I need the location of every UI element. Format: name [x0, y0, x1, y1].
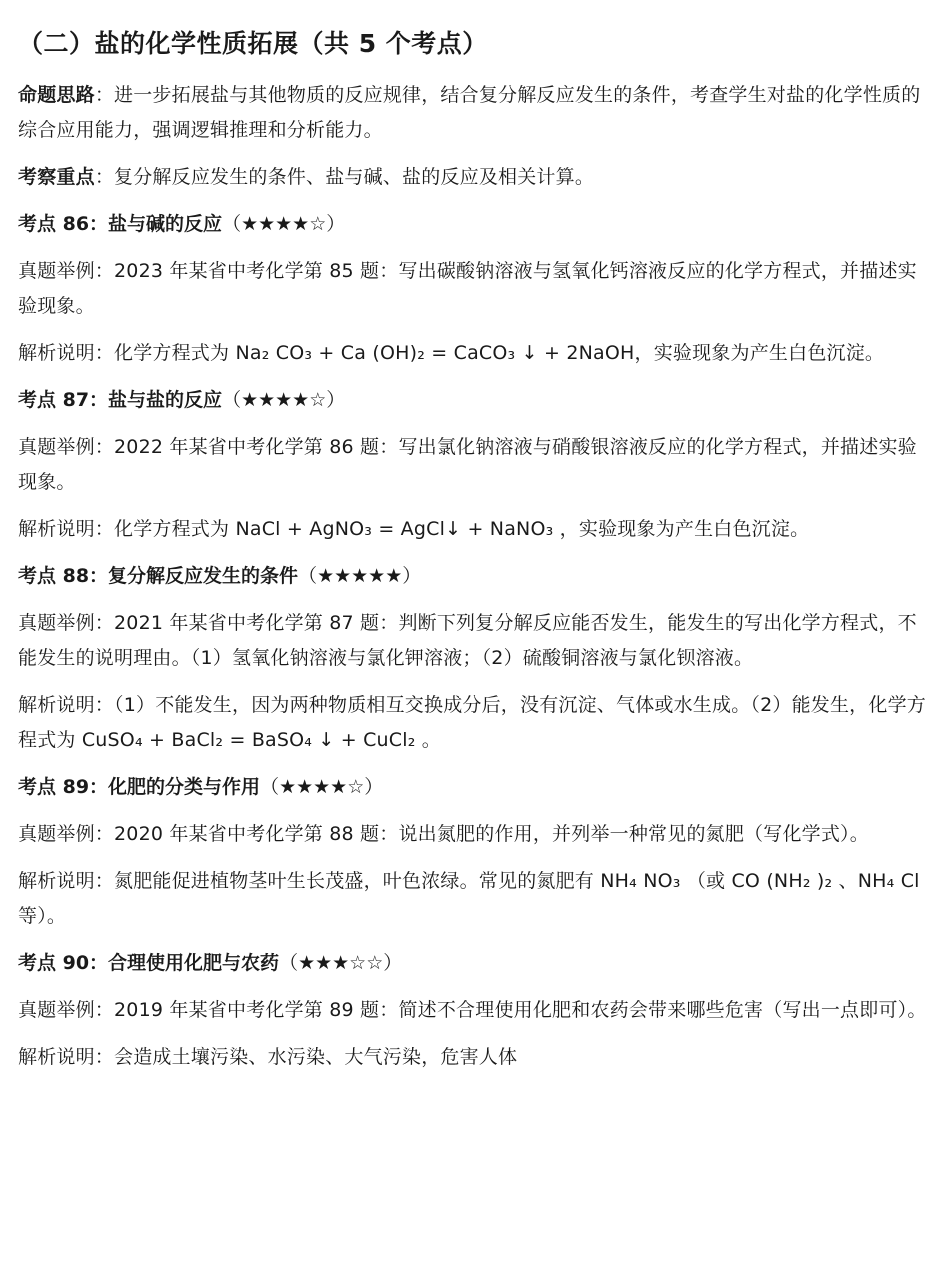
point-analysis: 解析说明：化学方程式为 Na₂ CO₃ + Ca (OH)₂ = CaCO₃ ↓ + 2NaOH，实验现象为产生白色沉淀。 — [18, 342, 885, 364]
point-analysis: 解析说明：（1）不能发生，因为两种物质相互交换成分后，没有沉淀、气体或水生成。（2）能发生，化学方程式为 CuSO₄ + BaCl₂ = BaSO₄ ↓ + CuCl₂ 。 — [18, 694, 926, 751]
point-stars: （★★★★☆） — [260, 776, 384, 798]
point-heading — [18, 946, 930, 981]
bottom-fade-overlay — [565, 1200, 945, 1280]
thinking-label: 命题思路 — [18, 84, 95, 106]
point-example: 真题举例：2021 年某省中考化学第 87 题：判断下列复分解反应能否发生，能发生的写出化学方程式，不能发生的说明理由。（1）氢氧化钠溶液与氯化钾溶液；（2）硫酸铜溶液与氯化钡溶液。 — [18, 612, 917, 669]
section-title: （二）盐的化学性质拓展（共 5 个考点） — [18, 29, 488, 58]
point-heading — [18, 207, 930, 242]
focus-paragraph — [18, 160, 930, 195]
point-title: 考点 88：复分解反应发生的条件 — [18, 565, 299, 587]
point-heading — [18, 383, 930, 418]
point-stars: （★★★★☆） — [222, 213, 346, 235]
point-title: 考点 87：盐与盐的反应 — [18, 389, 223, 411]
point-stars: （★★★★★） — [298, 565, 422, 587]
focus-label: 考察重点 — [18, 166, 95, 188]
point-title: 考点 90：合理使用化肥与农药 — [18, 952, 280, 974]
document-page — [18, 24, 930, 1087]
point-example: 真题举例：2023 年某省中考化学第 85 题：写出碳酸钠溶液与氢氧化钙溶液反应的化学方程式，并描述实验现象。 — [18, 260, 917, 317]
point-stars: （★★★★☆） — [222, 389, 346, 411]
point-heading — [18, 559, 930, 594]
point-analysis: 解析说明：会造成土壤污染、水污染、大气污染，危害人体 — [18, 1046, 518, 1068]
thinking-paragraph — [18, 78, 930, 148]
point-example: 真题举例：2019 年某省中考化学第 89 题：简述不合理使用化肥和农药会带来哪些危害（写出一点即可）。 — [18, 999, 927, 1021]
point-example: 真题举例：2020 年某省中考化学第 88 题：说出氮肥的作用，并列举一种常见的氮肥（写化学式）。 — [18, 823, 869, 845]
focus-text: ：复分解反应发生的条件、盐与碱、盐的反应及相关计算。 — [94, 166, 595, 188]
thinking-text: ：进一步拓展盐与其他物质的反应规律，结合复分解反应发生的条件，考查学生对盐的化学性质的综合应用能力，强调逻辑推理和分析能力。 — [18, 84, 921, 141]
point-heading — [18, 770, 930, 805]
point-title: 考点 89：化肥的分类与作用 — [18, 776, 261, 798]
point-stars: （★★★☆☆） — [279, 952, 403, 974]
point-title: 考点 86：盐与碱的反应 — [18, 213, 223, 235]
point-analysis: 解析说明：化学方程式为 NaCl + AgNO₃ = AgCl↓ + NaNO₃ ，实验现象为产生白色沉淀。 — [18, 518, 810, 540]
point-analysis: 解析说明：氮肥能促进植物茎叶生长茂盛，叶色浓绿。常见的氮肥有 NH₄ NO₃ （或 CO (NH₂ )₂ 、NH₄ Cl 等）。 — [18, 870, 920, 927]
point-example: 真题举例：2022 年某省中考化学第 86 题：写出氯化钠溶液与硝酸银溶液反应的化学方程式，并描述实验现象。 — [18, 436, 917, 493]
